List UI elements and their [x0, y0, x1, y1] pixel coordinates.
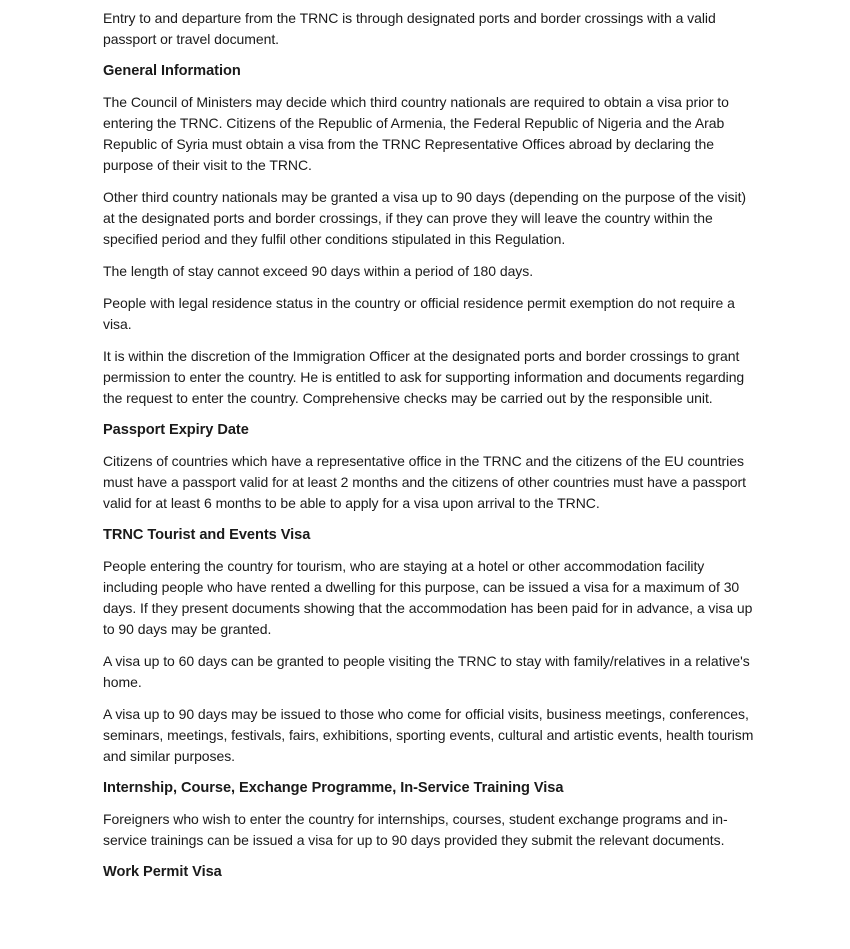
paragraph: The length of stay cannot exceed 90 days within a period of 180 days. — [103, 263, 534, 279]
paragraph: Other third country nationals may be granted a visa up to 90 days (depending on the purpose of the visit) at the designated ports and border crossings, if they can prove they will leave the country within the specified period and they fulfil other conditions stipulated in this Regulation. — [103, 189, 747, 247]
paragraph: A visa up to 90 days may be issued to those who come for official visits, business meetings, conferences, seminars, meetings, festivals, fairs, exhibitions, sporting events, cultural and artistic events, health tourism and similar purposes. — [103, 706, 754, 764]
section-heading-general-information: General Information — [103, 63, 241, 79]
document-page — [103, 8, 755, 893]
paragraph: The Council of Ministers may decide which third country nationals are required to obtain a visa prior to entering the TRNC. Citizens of the Republic of Armenia, the Federal Republic of Nigeria and the Arab Republic of Syria must obtain a visa from the TRNC Representative Offices abroad by declaring the purpose of their visit to the TRNC. — [103, 94, 729, 173]
paragraph: People with legal residence status in the country or official residence permit exemption do not require a visa. — [103, 295, 735, 332]
paragraph: It is within the discretion of the Immigration Officer at the designated ports and border crossings to grant permission to enter the country. He is entitled to ask for supporting information and documents regarding the request to enter the country. Comprehensive checks may be carried out by the responsible unit. — [103, 348, 745, 406]
intro-paragraph: Entry to and departure from the TRNC is through designated ports and border crossings with a valid passport or travel document. — [103, 10, 716, 47]
section-heading-tourist-events-visa: TRNC Tourist and Events Visa — [103, 527, 311, 543]
section-heading-work-permit-visa: Work Permit Visa — [103, 864, 222, 880]
section-heading-internship-visa: Internship, Course, Exchange Programme, In-Service Training Visa — [103, 780, 564, 796]
section-heading-passport-expiry-date: Passport Expiry Date — [103, 422, 249, 438]
paragraph: A visa up to 60 days can be granted to people visiting the TRNC to stay with family/relatives in a relative's home. — [103, 653, 750, 690]
paragraph: People entering the country for tourism, who are staying at a hotel or other accommodation facility including people who have rented a dwelling for this purpose, can be issued a visa for a maximum of 30 days. If they present documents showing that the accommodation has been paid for in advance, a visa up to 90 days may be granted. — [103, 558, 753, 637]
paragraph: Citizens of countries which have a representative office in the TRNC and the citizens of the EU countries must have a passport valid for at least 2 months and the citizens of other countries must have a passport valid for at least 6 months to be able to apply for a visa upon arrival to the TRNC. — [103, 453, 746, 511]
paragraph: Foreigners who wish to enter the country for internships, courses, student exchange programs and in-service trainings can be issued a visa for up to 90 days provided they submit the relevant documents. — [103, 811, 728, 848]
